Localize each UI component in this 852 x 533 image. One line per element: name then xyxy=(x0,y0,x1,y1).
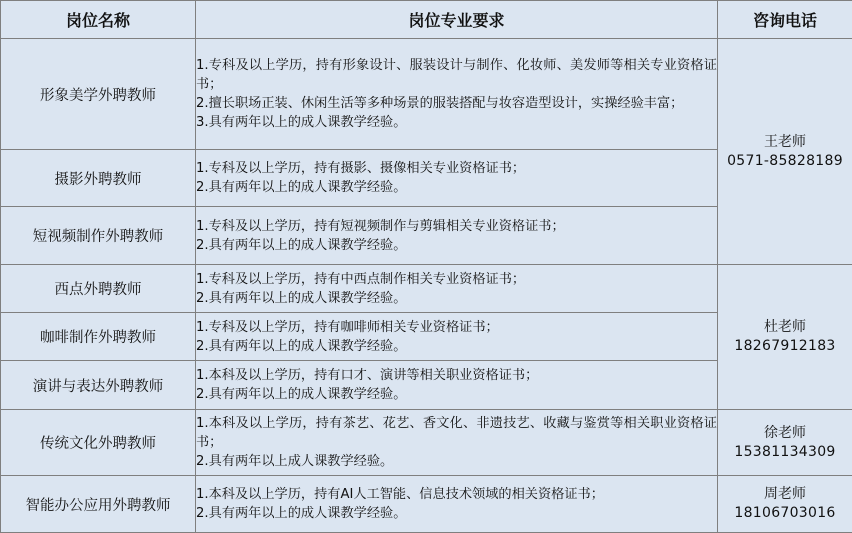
contact-person: 周老师 xyxy=(718,485,852,504)
requirement-line: 1.专科及以上学历，持有摄影、摄像相关专业资格证书； xyxy=(196,159,717,178)
requirements-cell xyxy=(196,207,718,265)
header-phone: 咨询电话 xyxy=(718,1,852,39)
requirement-line: 2.具有两年以上的成人课教学经验。 xyxy=(196,504,717,523)
position-name: 演讲与表达外聘教师 xyxy=(1,361,196,410)
position-name: 智能办公应用外聘教师 xyxy=(1,476,196,533)
contact-cell xyxy=(718,410,852,476)
requirement-line: 1.本科及以上学历，持有口才、演讲等相关职业资格证书； xyxy=(196,366,717,385)
requirements-cell xyxy=(196,410,718,476)
contact-cell xyxy=(718,265,852,410)
contact-cell xyxy=(718,476,852,533)
requirement-line: 1.本科及以上学历，持有茶艺、花艺、香文化、非遗技艺、收藏与鉴赏等相关职业资格证书； xyxy=(196,414,717,452)
contact-cell xyxy=(718,39,852,265)
table-row xyxy=(1,410,852,476)
position-name: 咖啡制作外聘教师 xyxy=(1,313,196,361)
contact-phone: 15381134309 xyxy=(718,443,852,462)
requirement-line: 2.擅长职场正装、休闲生活等多种场景的服装搭配与妆容造型设计，实操经验丰富； xyxy=(196,94,717,113)
requirement-line: 2.具有两年以上的成人课教学经验。 xyxy=(196,289,717,308)
table-row xyxy=(1,39,852,150)
requirements-cell xyxy=(196,39,718,150)
contact-person: 徐老师 xyxy=(718,424,852,443)
requirements-cell xyxy=(196,476,718,533)
contact-phone: 18267912183 xyxy=(718,337,852,356)
header-requirements: 岗位专业要求 xyxy=(196,1,718,39)
requirement-line: 1.本科及以上学历，持有AI人工智能、信息技术领域的相关资格证书； xyxy=(196,485,717,504)
header-position: 岗位名称 xyxy=(1,1,196,39)
contact-person: 杜老师 xyxy=(718,318,852,337)
table-row xyxy=(1,476,852,533)
requirement-line: 3.具有两年以上的成人课教学经验。 xyxy=(196,113,717,132)
requirement-line: 2.具有两年以上的成人课教学经验。 xyxy=(196,178,717,197)
position-name: 西点外聘教师 xyxy=(1,265,196,313)
position-name: 短视频制作外聘教师 xyxy=(1,207,196,265)
contact-phone: 0571-85828189 xyxy=(718,152,852,171)
requirements-cell xyxy=(196,265,718,313)
requirement-line: 1.专科及以上学历，持有短视频制作与剪辑相关专业资格证书； xyxy=(196,217,717,236)
position-name: 摄影外聘教师 xyxy=(1,150,196,207)
requirement-line: 1.专科及以上学历，持有咖啡师相关专业资格证书； xyxy=(196,318,717,337)
requirements-cell xyxy=(196,313,718,361)
contact-person: 王老师 xyxy=(718,133,852,152)
contact-phone: 18106703016 xyxy=(718,504,852,523)
requirement-line: 1.专科及以上学历，持有形象设计、服装设计与制作、化妆师、美发师等相关专业资格证书； xyxy=(196,56,717,94)
position-name: 传统文化外聘教师 xyxy=(1,410,196,476)
header-row xyxy=(1,1,852,39)
requirement-line: 1.专科及以上学历，持有中西点制作相关专业资格证书； xyxy=(196,270,717,289)
requirements-cell xyxy=(196,361,718,410)
requirements-cell xyxy=(196,150,718,207)
position-name: 形象美学外聘教师 xyxy=(1,39,196,150)
table-row xyxy=(1,265,852,313)
requirement-line: 2.具有两年以上的成人课教学经验。 xyxy=(196,337,717,356)
requirement-line: 2.具有两年以上成人课教学经验。 xyxy=(196,452,717,471)
requirement-line: 2.具有两年以上的成人课教学经验。 xyxy=(196,236,717,255)
requirement-line: 2.具有两年以上的成人课教学经验。 xyxy=(196,385,717,404)
